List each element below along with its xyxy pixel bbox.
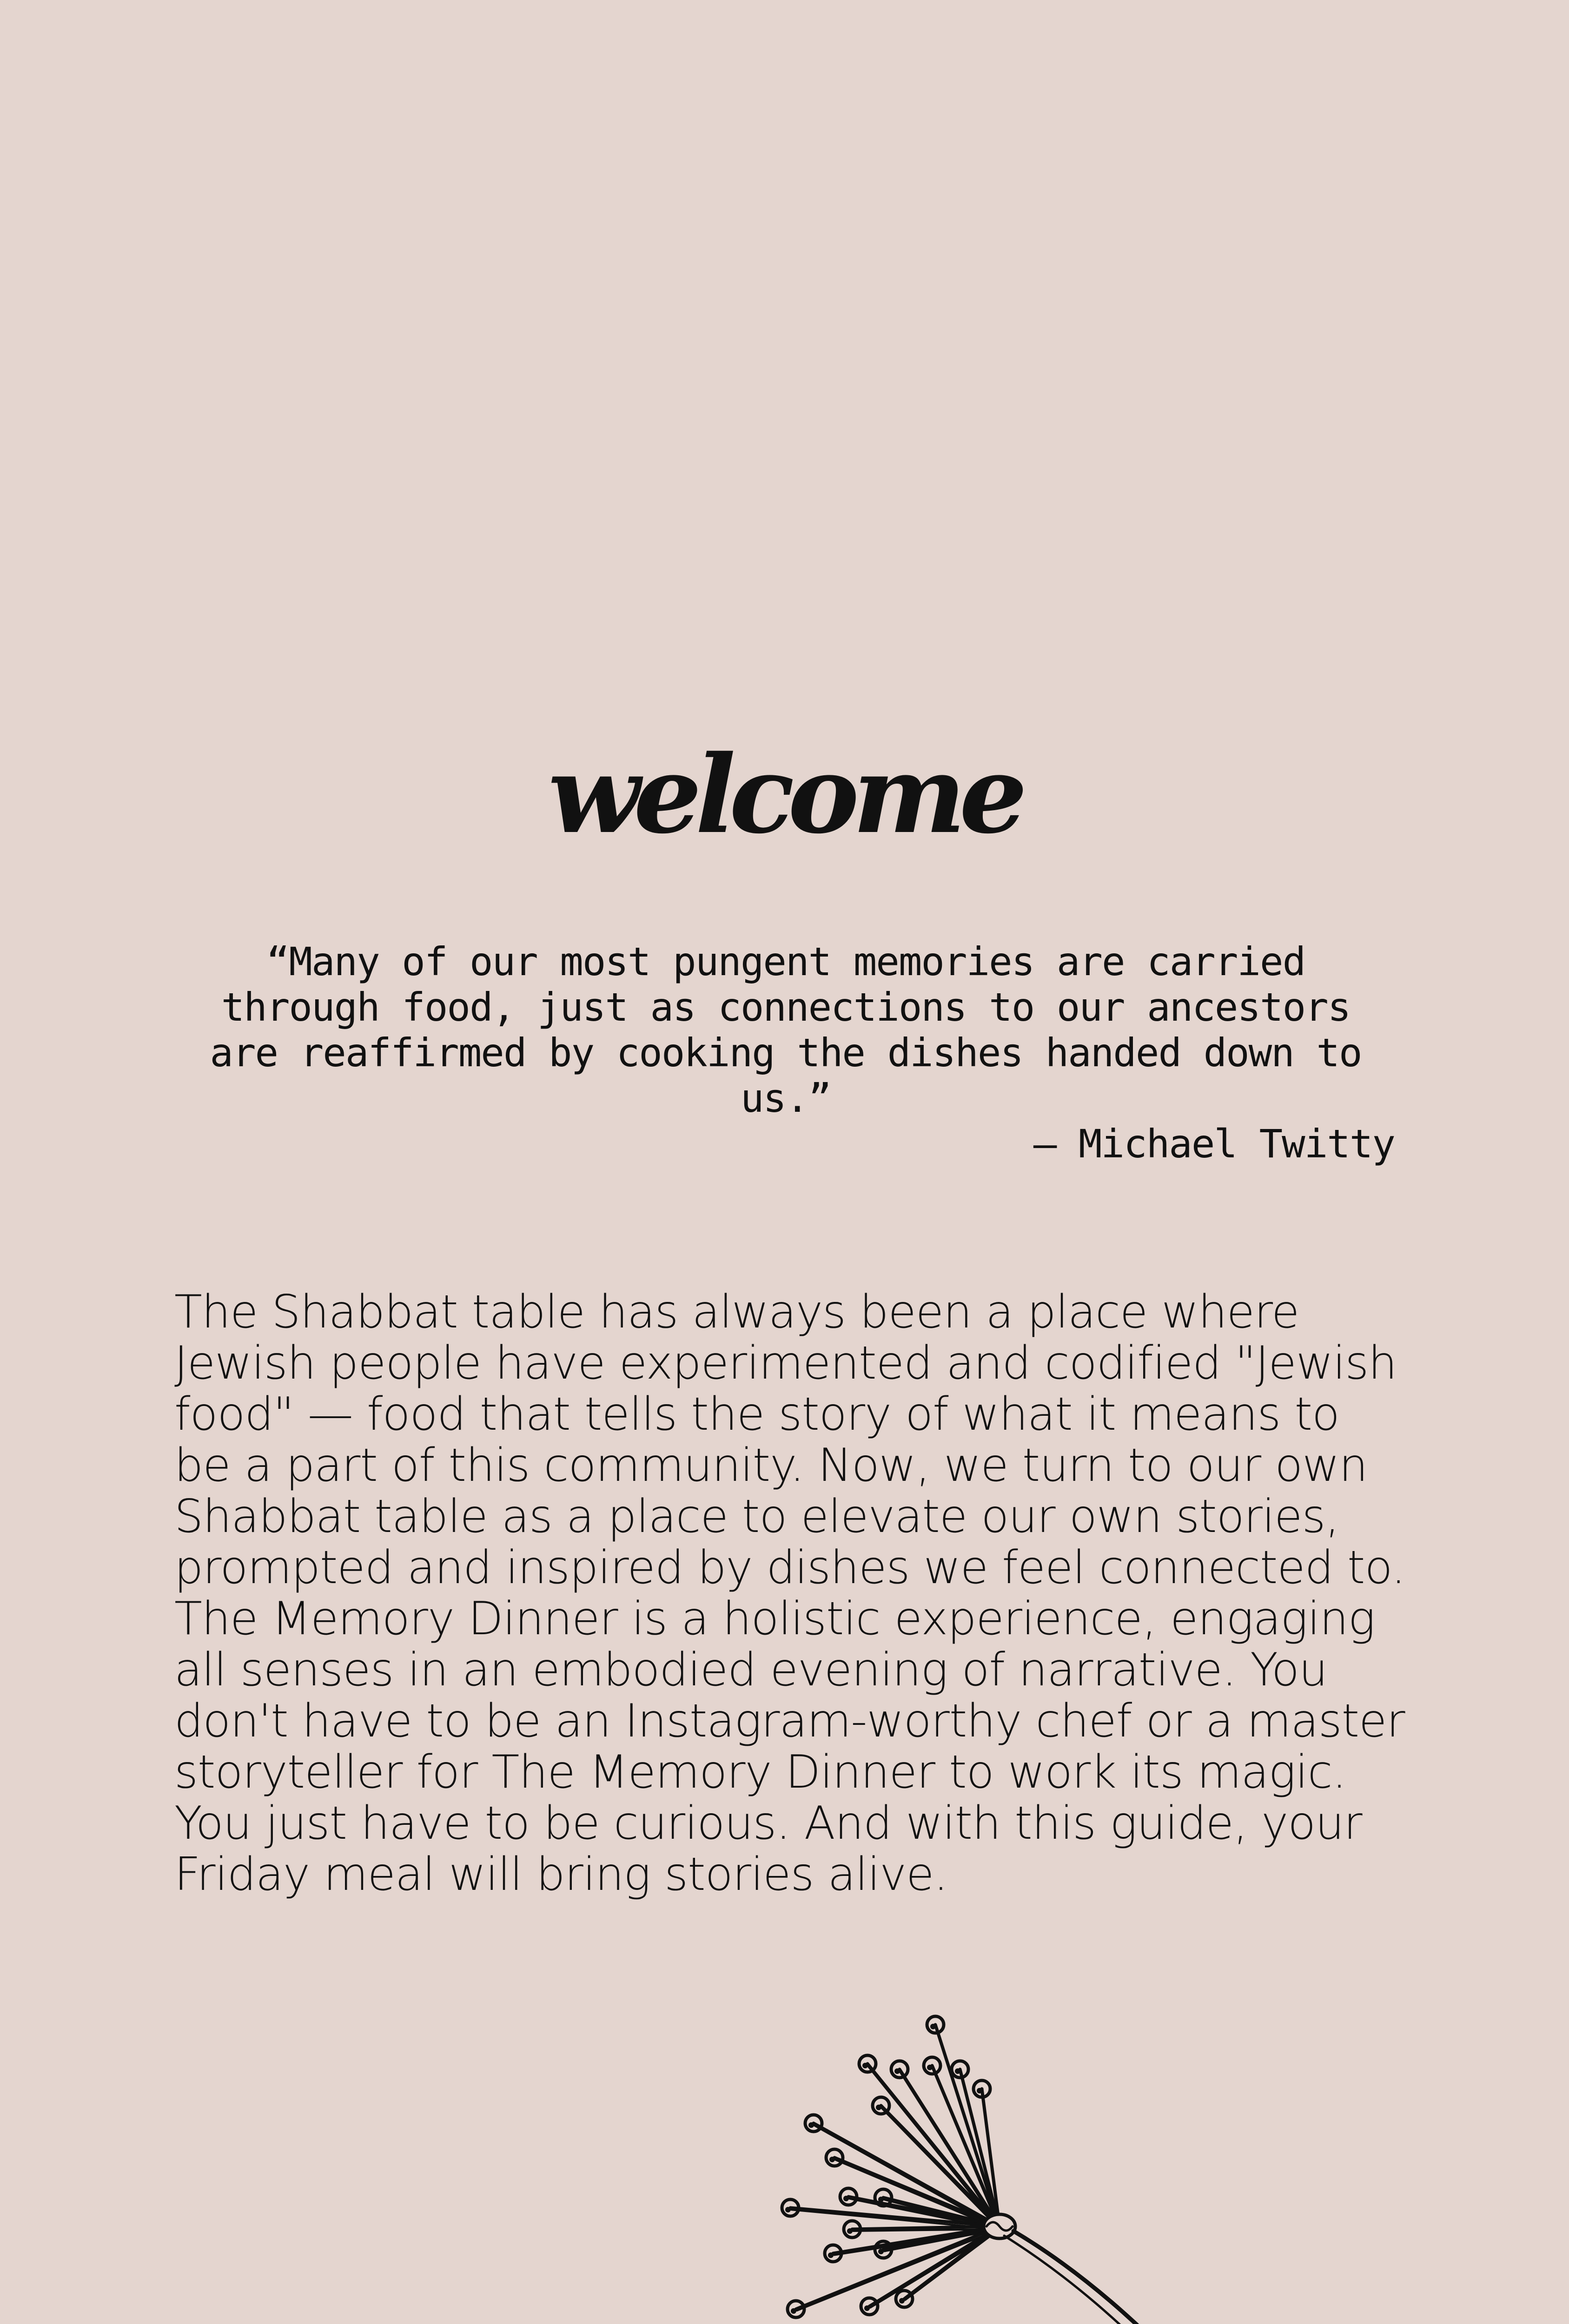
flower-left <box>782 2016 1015 2317</box>
quote-author: — Michael Twitty <box>1033 1121 1395 1167</box>
quote-block <box>177 939 1395 1167</box>
body-paragraph: The Shabbat table has always been a place where Jewish people have experimented and codified "Jewish food" — food that tells the story of what it means to be a part of this community. Now, we turn to our own Shabbat table as a place to elevate our own stories, prompted and inspired by dishes we feel connected to. The Memory Dinner is a holistic experience, engaging all senses in an embodied evening of narrative. You don't have to be an Instagram-worthy chef or a master storyteller for The Memory Dinner to work its magic. You just have to be curious. And with this guide, your Friday meal will bring stories alive. <box>174 1286 1405 1901</box>
flower-stems <box>1004 2231 1413 2324</box>
page-heading: welcome <box>548 732 1021 858</box>
quote-text: “Many of our most pungent memories are carried through food, just as connections to our ancestors are reaffirmed by cooking the dishes handed down to us.” <box>210 939 1362 1121</box>
